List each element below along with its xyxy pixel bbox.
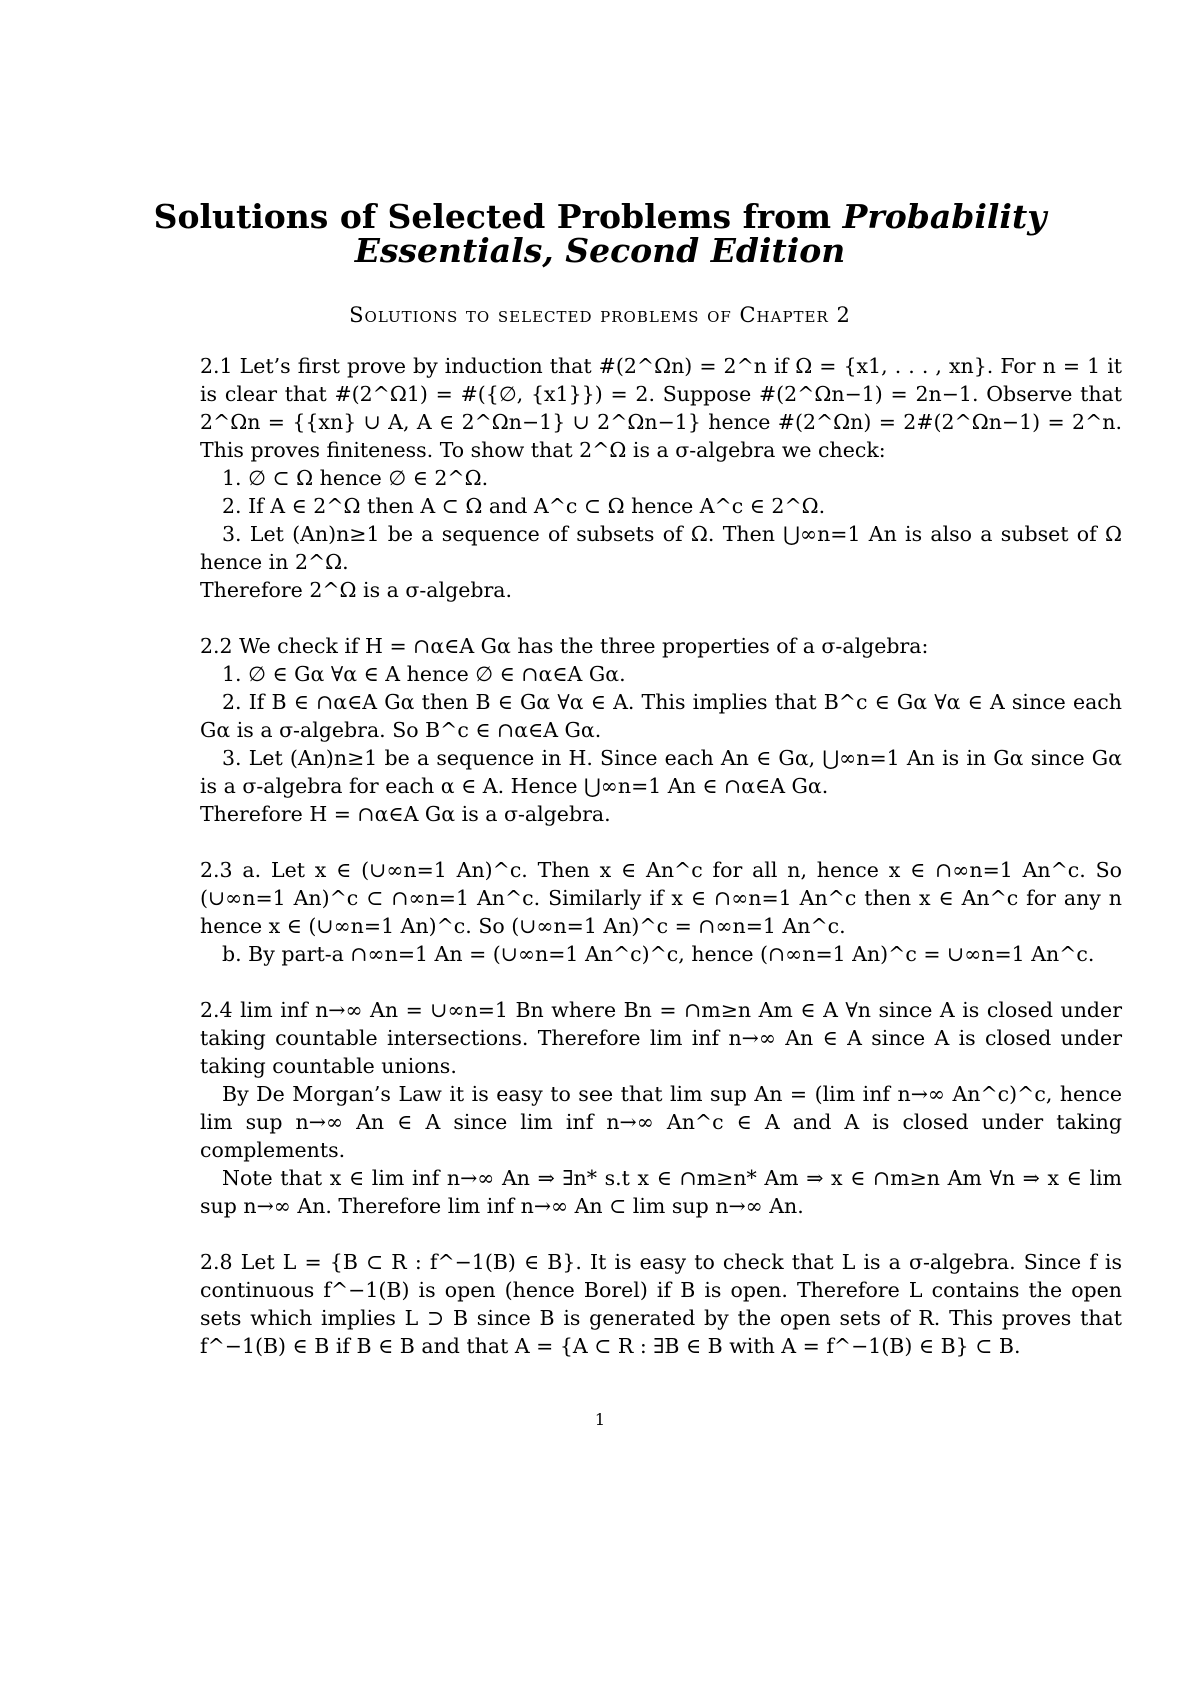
- problem-2-1-item-1: 1. ∅ ⊂ Ω hence ∅ ∈ 2^Ω.: [222, 466, 489, 490]
- problem-2-3-part-b: b. By part-a ∩∞n=1 An = (∪∞n=1 An^c)^c, hence (∩∞n=1 An)^c = ∪∞n=1 An^c.: [222, 942, 1095, 966]
- problem-2-1-text: 2.1 Let’s first prove by induction that #(2^Ωn) = 2^n if Ω = {x1, . . . , xn}. For n = 1 it is clear that #(2^Ω1) = #({∅, {x1}}) = 2. Suppose #(2^Ωn−1) = 2n−1. Observe that 2^Ωn = {{xn} ∪ A, A ∈ 2^Ωn−1} ∪ 2^Ωn−1} hence #(2^Ωn) = 2#(2^Ωn−1) = 2^n. This proves finiteness. To show that 2^Ω is a σ-algebra we check:: [200, 354, 1122, 462]
- problem-2-1-item-3: 3. Let (An)n≥1 be a sequence of subsets of Ω. Then ⋃∞n=1 An is also a subset of Ω hence in 2^Ω.: [200, 522, 1122, 574]
- problem-2-2-item-1: 1. ∅ ∈ Gα ∀α ∈ A hence ∅ ∈ ∩α∈A Gα.: [222, 662, 626, 686]
- document-title: [0, 197, 1200, 270]
- problem-2-8-text: 2.8 Let L = {B ⊂ R : f^−1(B) ∈ B}. It is easy to check that L is a σ-algebra. Since f is continuous f^−1(B) is open (hence Borel) if B is open. Therefore L contains the open sets which implies L ⊃ B since B is generated by the open sets of R. This proves that f^−1(B) ∈ B if B ∈ B and that A = {A ⊂ R : ∃B ∈ B with A = f^−1(B) ∈ B} ⊂ B.: [200, 1250, 1122, 1358]
- page-number: 1: [594, 1410, 606, 1429]
- problem-2-4-text-2: By De Morgan’s Law it is easy to see that lim sup An = (lim inf n→∞ An^c)^c, hence lim sup n→∞ An ∈ A since lim inf n→∞ An^c ∈ A and A is closed under taking complements.: [200, 1082, 1122, 1162]
- problem-2-2-item-2: 2. If B ∈ ∩α∈A Gα then B ∈ Gα ∀α ∈ A. This implies that B^c ∈ Gα ∀α ∈ A since each Gα is a σ-algebra. So B^c ∈ ∩α∈A Gα.: [200, 690, 1122, 742]
- problem-2-1-item-2: 2. If A ∈ 2^Ω then A ⊂ Ω and A^c ⊂ Ω hence A^c ∈ 2^Ω.: [222, 494, 826, 518]
- chapter-subtitle: Solutions to selected problems of Chapter 2: [349, 303, 851, 327]
- problem-2-3-part-a: 2.3 a. Let x ∈ (∪∞n=1 An)^c. Then x ∈ An^c for all n, hence x ∈ ∩∞n=1 An^c. So (∪∞n=1 An)^c ⊂ ∩∞n=1 An^c. Similarly if x ∈ ∩∞n=1 An^c then x ∈ An^c for any n hence x ∈ (∪∞n=1 An)^c. So (∪∞n=1 An)^c = ∩∞n=1 An^c.: [200, 858, 1122, 938]
- solutions-body: [200, 352, 1122, 1360]
- problem-2-2-item-3: 3. Let (An)n≥1 be a sequence in H. Since each An ∈ Gα, ⋃∞n=1 An is in Gα since Gα is a σ-algebra for each α ∈ A. Hence ⋃∞n=1 An ∈ ∩α∈A Gα.: [200, 746, 1122, 798]
- problem-2-1-conclusion: Therefore 2^Ω is a σ-algebra.: [200, 578, 512, 602]
- problem-2-2-text: 2.2 We check if H = ∩α∈A Gα has the three properties of a σ-algebra:: [200, 634, 929, 658]
- title-line-2: Essentials, Second Edition: [354, 231, 846, 270]
- problem-2-2-conclusion: Therefore H = ∩α∈A Gα is a σ-algebra.: [200, 802, 611, 826]
- problem-2-4-text-3: Note that x ∈ lim inf n→∞ An ⇒ ∃n* s.t x ∈ ∩m≥n* Am ⇒ x ∈ ∩m≥n Am ∀n ⇒ x ∈ lim sup n→∞ An. Therefore lim inf n→∞ An ⊂ lim sup n→∞ An.: [200, 1166, 1122, 1218]
- title-line-1: Solutions of Selected Problems from Probability: [153, 197, 1047, 236]
- problem-2-4-text-1: 2.4 lim inf n→∞ An = ∪∞n=1 Bn where Bn = ∩m≥n Am ∈ A ∀n since A is closed under taking countable intersections. Therefore lim inf n→∞ An ∈ A since A is closed under taking countable unions.: [200, 998, 1122, 1078]
